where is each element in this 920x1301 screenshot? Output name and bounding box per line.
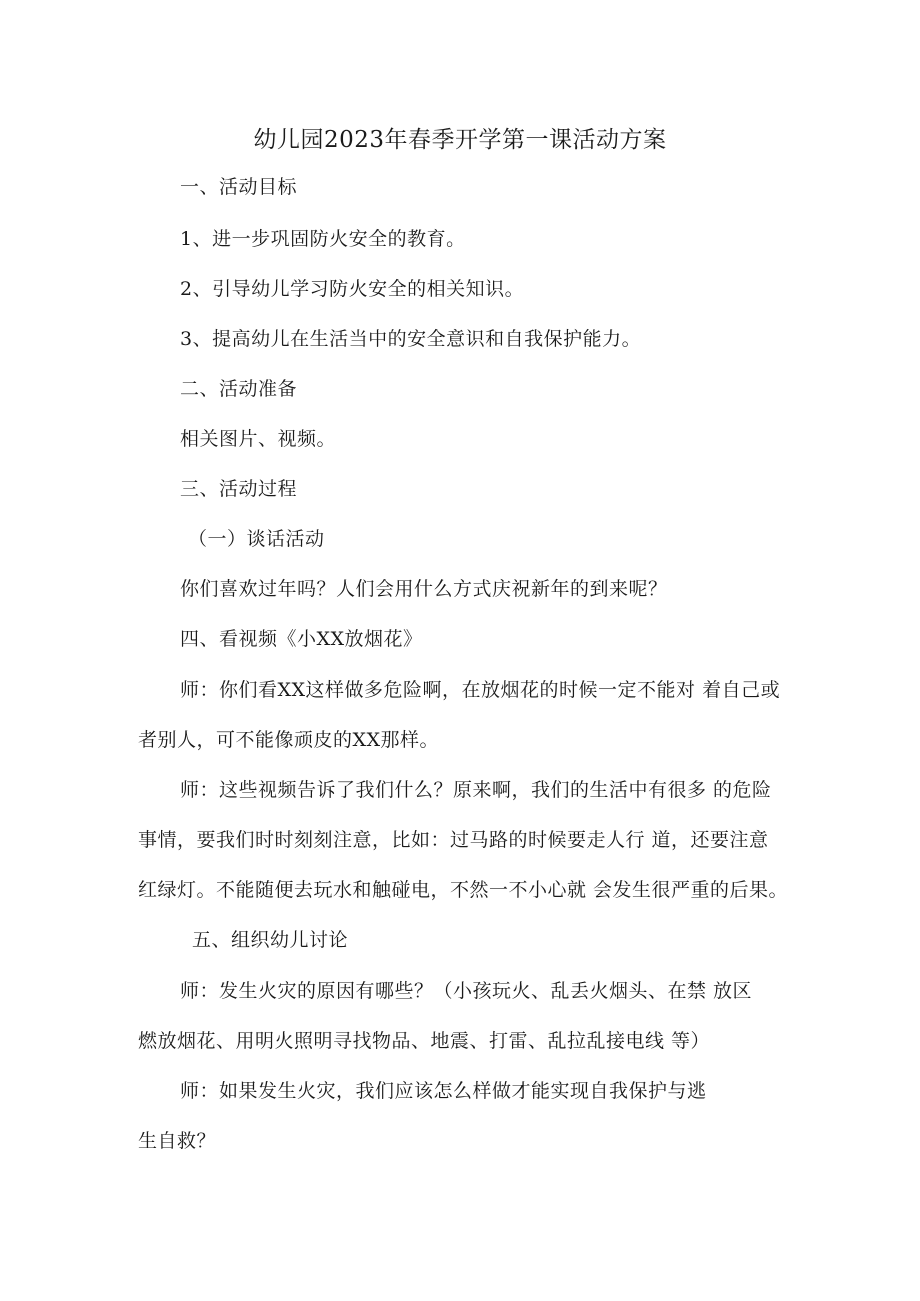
subsection-heading: （一）谈话活动 — [188, 528, 325, 550]
section-heading-discussion: 五、组织幼儿讨论 — [192, 929, 349, 951]
paragraph-line: 燃放烟花、用明火照明寻找物品、地震、打雷、乱拉乱接电线 等） — [138, 1030, 711, 1052]
section-heading-process: 三、活动过程 — [180, 478, 298, 500]
goal-item: 3、提高幼儿在生活当中的安全意识和自我保护能力。 — [180, 328, 642, 350]
paragraph-line: 师：如果发生火灾，我们应该怎么样做才能实现自我保护与逃 — [180, 1080, 707, 1102]
paragraph-line: 师：这些视频告诉了我们什么？原来啊，我们的生活中有很多 的危险 — [180, 779, 772, 801]
paragraph-line: 事情，要我们时时刻刻注意，比如：过马路的时候要走人行 道，还要注意 — [138, 829, 769, 851]
document-title: 幼儿园2023年春季开学第一课活动方案 — [253, 127, 667, 153]
paragraph-line: 师：你们看XX这样做多危险啊，在放烟花的时候一定不能对 着自己或 — [180, 679, 781, 701]
paragraph-line: 者别人，可不能像顽皮的XX那样。 — [138, 729, 440, 751]
goal-item: 2、引导幼儿学习防火安全的相关知识。 — [180, 278, 525, 300]
paragraph-line: 红绿灯。不能随便去玩水和触碰电，不然一不小心就 会发生很严重的后果。 — [138, 879, 789, 901]
section-heading-video: 四、看视频《小XX放烟花》 — [180, 628, 423, 650]
section-heading-preparation: 二、活动准备 — [180, 378, 298, 400]
paragraph-line: 你们喜欢过年吗？人们会用什么方式庆祝新年的到来呢？ — [180, 578, 668, 600]
section-heading-goals: 一、活动目标 — [180, 176, 298, 198]
paragraph-line: 生自救？ — [138, 1130, 217, 1152]
goal-item: 1、进一步巩固防火安全的教育。 — [180, 228, 466, 250]
paragraph-line: 师：发生火灾的原因有哪些？（小孩玩火、乱丢火烟头、在禁 放区 — [180, 980, 753, 1002]
paragraph-line: 相关图片、视频。 — [180, 428, 337, 450]
